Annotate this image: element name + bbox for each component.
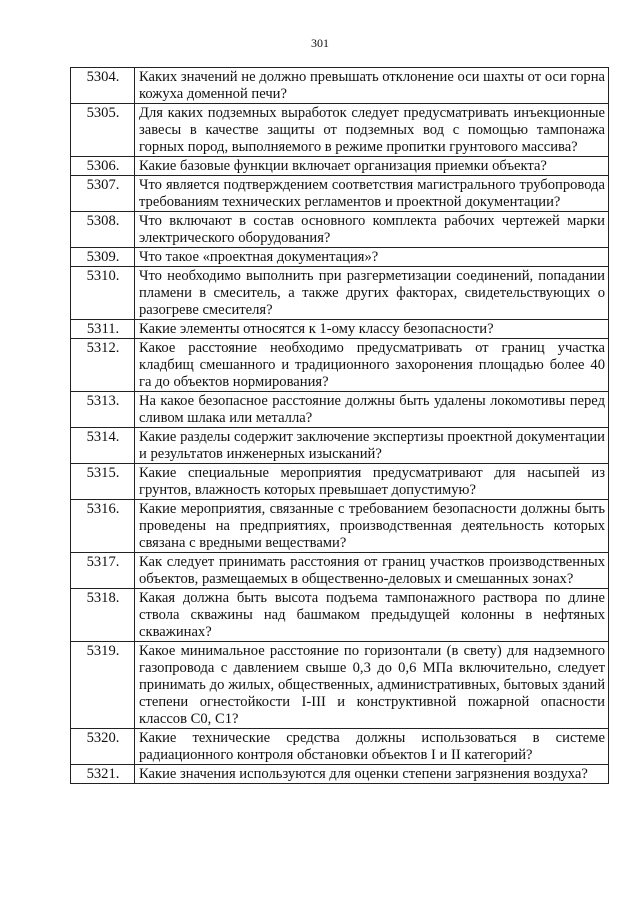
question-text: Какие разделы содержит заключение экспертизы проектной документации и результатов инженерных изысканий? bbox=[135, 428, 609, 464]
question-number: 5304. bbox=[71, 68, 135, 104]
question-text: Что включают в состав основного комплекта рабочих чертежей марки электрического оборудования? bbox=[135, 212, 609, 248]
question-text: Какие элементы относятся к 1-ому классу безопасности? bbox=[135, 320, 609, 339]
question-number: 5305. bbox=[71, 104, 135, 157]
question-text: Какие специальные мероприятия предусматривают для насыпей из грунтов, влажность которых превышает допустимую? bbox=[135, 464, 609, 500]
table-row bbox=[71, 553, 609, 589]
question-number: 5316. bbox=[71, 500, 135, 553]
questions-table bbox=[70, 67, 609, 784]
question-number: 5309. bbox=[71, 248, 135, 267]
question-number: 5317. bbox=[71, 553, 135, 589]
question-text: Какие значения используются для оценки степени загрязнения воздуха? bbox=[135, 765, 609, 784]
table-row bbox=[71, 500, 609, 553]
question-text: Для каких подземных выработок следует предусматривать инъекционные завесы в качестве защиты от подземных вод с помощью тампонажа горных пород, выполняемого в режиме пропитки грунтового массива? bbox=[135, 104, 609, 157]
table-row bbox=[71, 729, 609, 765]
table-row bbox=[71, 464, 609, 500]
table-row bbox=[71, 392, 609, 428]
table-row bbox=[71, 428, 609, 464]
question-text: Какие базовые функции включает организация приемки объекта? bbox=[135, 157, 609, 176]
question-text: Что необходимо выполнить при разгерметизации соединений, попадании пламени в смеситель, а также других факторах, свидетельствующих о разогреве смесителя? bbox=[135, 267, 609, 320]
table-row bbox=[71, 104, 609, 157]
question-text: Какое расстояние необходимо предусматривать от границ участка кладбищ смешанного и традиционного захоронения площадью более 40 га до объектов нормирования? bbox=[135, 339, 609, 392]
table-row bbox=[71, 68, 609, 104]
table-row bbox=[71, 589, 609, 642]
question-text: Какая должна быть высота подъема тампонажного раствора по длине ствола скважины над башмаком предыдущей колонны в нефтяных скважинах? bbox=[135, 589, 609, 642]
table-row bbox=[71, 176, 609, 212]
table-row bbox=[71, 267, 609, 320]
question-text: Что является подтверждением соответствия магистрального трубопровода требованиям технических регламентов и проектной документации? bbox=[135, 176, 609, 212]
question-number: 5312. bbox=[71, 339, 135, 392]
question-number: 5321. bbox=[71, 765, 135, 784]
question-text: Как следует принимать расстояния от границ участков производственных объектов, размещаемых в общественно-деловых и смешанных зонах? bbox=[135, 553, 609, 589]
question-number: 5320. bbox=[71, 729, 135, 765]
table-row bbox=[71, 248, 609, 267]
question-text: Какое минимальное расстояние по горизонтали (в свету) для надземного газопровода с давлением свыше 0,3 до 0,6 МПа включительно, следует принимать до жилых, общественных, административных, бытовых зданий степени огнестойкости I-III и конструктивной пожарной опасности классов С0, С1? bbox=[135, 642, 609, 729]
question-text: Что такое «проектная документация»? bbox=[135, 248, 609, 267]
question-number: 5319. bbox=[71, 642, 135, 729]
question-text: Какие технические средства должны использоваться в системе радиационного контроля обстановки объектов I и II категорий? bbox=[135, 729, 609, 765]
question-number: 5315. bbox=[71, 464, 135, 500]
table-row bbox=[71, 212, 609, 248]
question-number: 5314. bbox=[71, 428, 135, 464]
question-text: Какие мероприятия, связанные с требованием безопасности должны быть проведены на предприятиях, производственная деятельность которых связана с вредными веществами? bbox=[135, 500, 609, 553]
question-number: 5318. bbox=[71, 589, 135, 642]
question-number: 5306. bbox=[71, 157, 135, 176]
question-text: На какое безопасное расстояние должны быть удалены локомотивы перед сливом шлака или металла? bbox=[135, 392, 609, 428]
question-text: Каких значений не должно превышать отклонение оси шахты от оси горна кожуха доменной печи? bbox=[135, 68, 609, 104]
table-row bbox=[71, 339, 609, 392]
page-number: 301 bbox=[311, 36, 329, 50]
question-number: 5313. bbox=[71, 392, 135, 428]
table-row bbox=[71, 157, 609, 176]
table-row bbox=[71, 642, 609, 729]
table-row bbox=[71, 320, 609, 339]
question-number: 5307. bbox=[71, 176, 135, 212]
table-row bbox=[71, 765, 609, 784]
question-number: 5308. bbox=[71, 212, 135, 248]
question-number: 5310. bbox=[71, 267, 135, 320]
question-number: 5311. bbox=[71, 320, 135, 339]
